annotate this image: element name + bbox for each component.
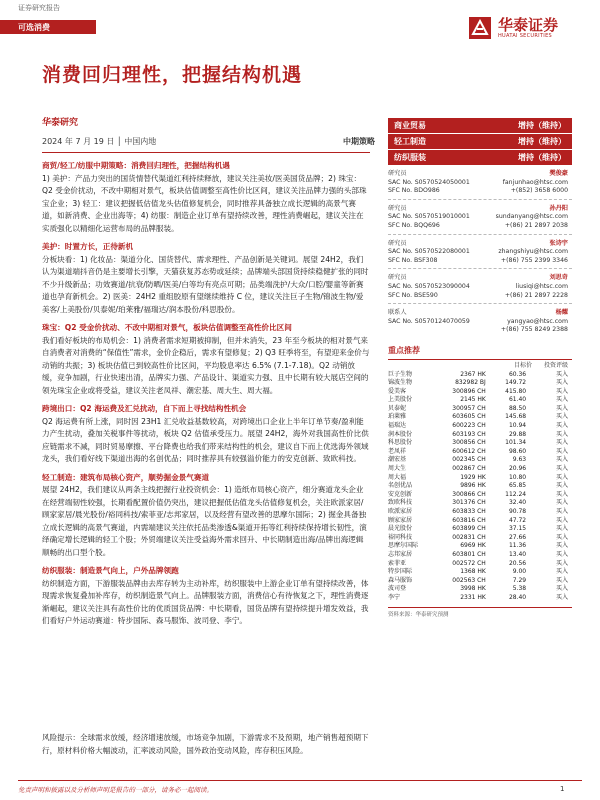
table-source: 资料来源：华泰研究预测 (388, 607, 572, 618)
stock-target-price: 27.66 (508, 533, 527, 541)
stock-target-price: 61.40 (508, 396, 527, 404)
analyst-phone: +(852) 3658 6000 (510, 187, 568, 195)
stock-code: 002345 CH (452, 456, 486, 464)
analyst-email[interactable]: yangyao@htsc.com (507, 317, 568, 325)
stock-target-price: 10.80 (508, 473, 527, 481)
stock-target-price: 415.80 (505, 387, 527, 395)
stock-name: 波司登 (388, 585, 407, 593)
stock-name: 爱美客 (388, 387, 407, 395)
stock-code: 301376 CH (452, 499, 486, 507)
section-heading: 轻工制造：建筑布局核心资产，顺势掘金景气赛道 (42, 472, 210, 482)
stock-code: 300856 CH (452, 439, 486, 447)
stock-rating: 买入 (555, 516, 568, 524)
stock-code: 603605 CH (452, 413, 486, 421)
table-row (388, 594, 568, 603)
table-row (388, 482, 568, 491)
stock-name: 上美股份 (388, 396, 413, 404)
stock-name: 晨光股份 (388, 525, 413, 533)
section-body: Q2 海运费有所上涨，同时因 23H1 汇兑收益基数较高，对跨境出口企业上半年订单节奏/盈利能力产生扰动，叠加关税事件等扰动，板块 Q2 估值承受压力。展望 24H2，海外对我国高性价比供应链需求不减，同时贸易摩擦、平台降费也给我们带来结构性的机会，建议自下而上优选海外领域龙头，我们看好线下渠道出海的名创优品；同时推荐具有较强溢价能力的安克创新、致欧科技。 (42, 416, 369, 463)
section-heading: 商贸/轻工/纺服中期策略：消费回归理性，把握结构机遇 (42, 161, 230, 170)
stock-rating: 买入 (555, 593, 568, 601)
stock-code: 300866 CH (452, 490, 486, 498)
stock-rating: 买入 (555, 568, 568, 576)
table-row (388, 551, 568, 560)
analyst-phone: +(86) 755 2399 3346 (500, 256, 568, 264)
stock-name: 老凤祥 (388, 447, 407, 455)
stock-rating: 买入 (555, 550, 568, 558)
sector-name: 轻工制造 (394, 137, 426, 146)
stock-code: 002572 CH (452, 559, 486, 567)
section-body: 分板块看：1) 化妆品：渠道分化、国货替代、需求理性、产品创新是关键词。展望 24H2，我们认为渠道端抖音仍是主要增长引擎，天猫获复苏态势或延续；品牌端头部国货持续稳健扩张的同时不少升级新品；功效赛道/抗衰/防晒/医美/白等均有亮点可期；品类端洗护/大众/口腔/婴童等新赛道也孕育新机会。2) 医美：24H2 重组胶原有望继续维持 C 位，建议关注巨子生物/锦波生物/爱美客/上美股份/贝泰妮/珀莱雅/福瑞达/润本股份/科思股份。 (42, 254, 369, 314)
divider (388, 199, 572, 200)
recommend-table (388, 362, 568, 603)
table-row (388, 422, 568, 431)
stock-code: 2367 HK (460, 370, 486, 378)
sector-rating: 增持（维持） (518, 153, 566, 162)
stock-rating: 买入 (555, 525, 568, 533)
analyst-card (388, 170, 572, 200)
table-row (388, 405, 568, 414)
analyst-card (388, 309, 572, 335)
huatai-logo-icon (468, 16, 492, 40)
stock-name: 周大生 (388, 465, 407, 473)
analyst-card (388, 240, 572, 270)
section-body: 展望 24H2，我们建议从两条主线把握行业投资机会：1) 造纸布局核心资产，细分赛道龙头企业在经营端韧性较强，长期看配置价值仍突出，建议把握低估值龙头估值修复机会，关注欧派家居/顾家家居/晨光股份/裕同科技/索菲亚/志邦家居，以及经营有望改善的思摩尔国际；2) 掘金具备独立成长逻辑的高景气赛道，内需端建议关注依托品类渗透&渠道开拓等红利持续保持增长韧性，演绎确定增长逻辑的轻工个股；外贸端建议关注受益海外需求回升、中长期制造出海/品牌出海逻辑顺畅的出口型个股。 (42, 485, 367, 557)
stock-name: 贝泰妮 (388, 404, 407, 412)
stock-code: 002831 CH (452, 533, 486, 541)
analyst-name: 刘思奇 (549, 274, 568, 282)
stock-target-price: 9.63 (512, 456, 527, 464)
analyst-role: 研究员 (388, 239, 407, 247)
stock-rating: 买入 (555, 473, 568, 481)
stock-code: 1929 HK (460, 473, 486, 481)
analyst-name: 樊俊豪 (549, 170, 568, 177)
analyst-sfc: SFC No. BSF308 (388, 256, 438, 264)
analyst-email[interactable]: liusiqi@htsc.com (515, 282, 568, 290)
table-row (388, 542, 568, 551)
section-body: 纺织制造方面，下游服装品牌由去库存转为主动补库，纺织服装中上游企业订单有望持续改善，体现需求恢复叠加补库存，纺织制造景气向上。品牌服装方面，消费信心有待恢复之下，理性消费逐渐崛起，建议关注具有高性价比的优质国货品牌：中长期看，国货品牌有望持续提升增发效益，我们看好户外运动赛道：特步国际、森马服饰、波司登、李宁。 (42, 578, 369, 625)
stock-target-price: 9.00 (512, 568, 527, 576)
stock-target-price: 11.36 (508, 542, 527, 550)
stock-code: 600612 CH (452, 447, 486, 455)
stock-name: 科思股份 (388, 439, 413, 447)
stock-name: 索菲亚 (388, 559, 407, 567)
stock-name: 裕同科技 (388, 533, 413, 541)
rating-row (388, 134, 572, 149)
analyst-name: 孙丹阳 (549, 204, 568, 212)
stock-rating: 买入 (555, 542, 568, 550)
table-row (388, 525, 568, 534)
stock-name: 润本股份 (388, 430, 413, 438)
stock-code: 002563 CH (452, 576, 486, 584)
stock-rating: 买入 (555, 465, 568, 473)
stock-target-price: 98.60 (508, 447, 527, 455)
section-heading: 美护：时置方长，正待新机 (42, 242, 134, 251)
table-row (388, 439, 568, 448)
stock-name: 欧派家居 (388, 508, 413, 515)
table-row (388, 465, 568, 474)
stock-name: 森马服饰 (388, 576, 413, 584)
stock-rating: 买入 (555, 559, 568, 567)
brand-name-en: HUATAI SECURITIES (498, 33, 552, 39)
brand-name-cn: 华泰证券 (498, 16, 559, 34)
stock-rating: 买入 (555, 499, 568, 507)
stock-rating: 买入 (555, 430, 568, 438)
table-row (388, 508, 568, 517)
table-row (388, 396, 568, 405)
sector-rating: 增持（维持） (518, 121, 566, 130)
stock-target-price: 149.72 (505, 379, 527, 387)
stock-name: 福瑞达 (388, 422, 407, 430)
analyst-card (388, 274, 572, 304)
analyst-sac: SAC No. S0570519010001 (388, 213, 470, 221)
stock-code: 2145 HK (460, 396, 486, 404)
stock-target-price: 20.96 (508, 465, 527, 473)
table-row (388, 517, 568, 526)
stock-name: 顾家家居 (388, 516, 413, 524)
stock-name: 锦波生物 (388, 379, 413, 387)
table-row (388, 371, 568, 380)
analyst-role: 联系人 (388, 309, 407, 317)
analyst-sac: SAC No. S0570124070059 (388, 317, 470, 325)
stock-name: 周大福 (388, 473, 407, 481)
stock-code: 3998 HK (460, 585, 486, 593)
col-target: 目标价 (514, 361, 533, 369)
stock-target-price: 28.40 (508, 593, 527, 601)
stock-target-price: 10.94 (508, 422, 527, 430)
stock-name: 名创优品 (388, 482, 413, 490)
sidebar (388, 118, 572, 618)
stock-code: 832982 BJ (455, 379, 486, 387)
stock-rating: 买入 (555, 413, 568, 421)
stock-rating: 买入 (555, 456, 568, 464)
stock-code: 603816 CH (452, 516, 486, 524)
stock-target-price: 29.88 (508, 430, 527, 438)
recommend-title: 重点推荐 (388, 345, 572, 360)
stock-target-price: 37.15 (508, 525, 527, 533)
analyst-phone: +(86) 21 2897 2228 (504, 291, 568, 299)
title-divider (42, 152, 370, 153)
analyst-email[interactable]: zhangshiyu@htsc.com (498, 248, 568, 256)
stock-rating: 买入 (555, 422, 568, 430)
section-3 (42, 322, 370, 397)
table-row (388, 388, 568, 397)
stock-target-price: 88.50 (508, 404, 527, 412)
stock-target-price: 90.78 (508, 508, 527, 515)
stock-target-price: 60.36 (508, 370, 527, 378)
stock-code: 300896 CH (452, 387, 486, 395)
analyst-name: 杨耀 (555, 309, 568, 317)
stock-code: 1368 HK (460, 568, 486, 576)
analyst-role: 研究员 (388, 204, 407, 212)
table-row (388, 499, 568, 508)
report-type: 中期策略 (343, 137, 375, 146)
analyst-sac: SAC No. S0570522080001 (388, 248, 470, 256)
stock-target-price: 13.40 (508, 550, 527, 558)
main-content (42, 160, 370, 634)
table-row (388, 585, 568, 594)
stock-rating: 买入 (555, 585, 568, 593)
stock-target-price: 20.56 (508, 559, 527, 567)
stock-code: 603801 CH (452, 550, 486, 558)
analyst-email[interactable]: fanjunhao@htsc.com (502, 178, 568, 186)
section-body: 1) 美护：产品力突出的国货情替代渠道红利持续释放，建议关注美妆/医美国货品牌；2) 珠宝：Q2 受金价扰动，不改中期相对景气，板块估值调整至高性价比区间，建议关注品牌力强的头部珠宝企业；3) 轻工：建议把握低估值龙头估值修复机会，同时推荐具备独立成长逻辑的高景气赛道，如新消费、企业出海等；4) 纺服：制造企业订单有望持续改善，理性消费崛起，建议关注在实质强化以精细化运营布局的品牌服装。 (42, 173, 367, 233)
section-heading: 珠宝：Q2 受金价扰动、不改中期相对景气，板块估值调整至高性价比区间 (42, 323, 292, 332)
risk-warning: 风险提示：全球需求放缓，经济增速放缓，市场竞争加剧，下游需求不及预期，地产销售超预期下行，原材料价格大幅波动，汇率波动风险，国外政治变动风险，库存积压风险。 (42, 733, 369, 755)
divider (388, 303, 572, 304)
stock-name: 巨子生物 (388, 370, 413, 378)
table-header-row (388, 362, 568, 371)
stock-code: 6969 HK (460, 542, 486, 550)
analyst-name: 张诗宇 (549, 239, 568, 247)
stock-code: 600223 CH (452, 422, 486, 430)
stock-target-price: 112.24 (505, 490, 527, 498)
stock-code: 2331 HK (460, 593, 486, 601)
analyst-phone: +(86) 755 8249 2388 (500, 326, 568, 334)
table-row (388, 413, 568, 422)
stock-name: 致欧科技 (388, 499, 413, 507)
document-type: 证券研究报告 (18, 4, 60, 12)
analyst-card (388, 205, 572, 235)
stock-rating: 买入 (555, 404, 568, 412)
category-tag: 可选消费 (18, 23, 50, 32)
table-row (388, 568, 568, 577)
stock-target-price: 65.85 (508, 482, 527, 490)
stock-code: 603833 CH (452, 508, 486, 515)
section-body: 我们看好板块的布局机会：1) 消费者需求短期被抑制，但并未消失，23 年至今板块的相对景气来自消费者对消费的“保值性”需求，金价企稳后，需求有望修复；2) Q3 旺季将至，有望迎来金价与动销的共振；3) 板块估值已到较高性价比区间，平均股息率达 6.5% (7.1-7.18)。Q2 动销放缓，竞争加剧，行业快速出清，品牌实力强、产品设计、渠道实力强、且中长期有较大展店空间的领先珠宝企业或将受益，建议关注老凤祥、潮宏基、周大生、周大福。 (42, 335, 370, 395)
divider (388, 234, 572, 235)
table-row (388, 577, 568, 586)
stock-name: 潮宏基 (388, 456, 407, 464)
rating-row (388, 150, 572, 165)
table-row (388, 491, 568, 500)
stock-code: 603193 CH (452, 430, 486, 438)
footer-disclaimer: 免责声明和披露以及分析师声明是报告的一部分，请务必一起阅读。 (18, 786, 213, 794)
sector-name: 商业贸易 (394, 121, 426, 130)
sector-name: 纺织服装 (394, 153, 426, 162)
stock-rating: 买入 (555, 379, 568, 387)
stock-rating: 买入 (555, 576, 568, 584)
page-number: 1 (560, 785, 565, 793)
stock-code: 300957 CH (452, 404, 486, 412)
stock-rating: 买入 (555, 508, 568, 515)
stock-code: 9896 HK (460, 482, 486, 490)
analyst-sfc: SFC No. BQQ696 (388, 221, 440, 229)
analyst-email[interactable]: sundanyang@htsc.com (495, 213, 568, 221)
stock-name: 李宁 (388, 593, 401, 601)
stock-target-price: 7.29 (512, 576, 527, 584)
section-5 (42, 472, 370, 560)
section-2 (42, 241, 370, 316)
analyst-sfc: SFC No. BSE590 (388, 291, 438, 299)
stock-target-price: 101.34 (505, 439, 527, 447)
analyst-role: 研究员 (388, 274, 407, 282)
stock-name: 思摩尔国际 (388, 542, 419, 550)
section-6 (42, 565, 370, 628)
section-1 (42, 160, 370, 235)
section-heading: 跨境出口：Q2 海运费及汇兑扰动，自下而上寻找结构性机会 (42, 404, 247, 413)
stock-rating: 买入 (555, 447, 568, 455)
stock-code: 603899 CH (452, 525, 486, 533)
stock-rating: 买入 (555, 439, 568, 447)
stock-name: 特步国际 (388, 568, 413, 576)
stock-code: 002867 CH (452, 465, 486, 473)
col-rating: 投资评级 (543, 361, 568, 369)
table-row (388, 456, 568, 465)
analyst-phone: +(86) 21 2897 2038 (504, 221, 568, 229)
table-row (388, 560, 568, 569)
stock-rating: 买入 (555, 387, 568, 395)
report-title: 消费回归理性，把握结构机遇 (42, 64, 303, 86)
stock-target-price: 145.68 (505, 413, 527, 421)
research-label: 华泰研究 (42, 118, 79, 128)
section-heading: 纺织服装：制造景气向上，户外品牌领跑 (42, 566, 179, 575)
table-row (388, 474, 568, 483)
rating-row (388, 118, 572, 133)
analyst-sac: SAC No. S0570523090004 (388, 282, 470, 290)
table-row (388, 431, 568, 440)
stock-target-price: 32.40 (508, 499, 527, 507)
table-row (388, 379, 568, 388)
stock-rating: 买入 (555, 482, 568, 490)
footer-divider (18, 780, 582, 781)
analyst-role: 研究员 (388, 170, 407, 177)
section-4 (42, 403, 370, 466)
analyst-sac: SAC No. S0570524050001 (388, 178, 470, 186)
report-date: 2024 年 7 月 19 日 │ 中国内地 (42, 137, 157, 146)
analyst-sfc: SFC No. BDO986 (388, 187, 440, 195)
stock-rating: 买入 (555, 533, 568, 541)
sector-rating: 增持（维持） (518, 137, 566, 146)
stock-target-price: 5.38 (512, 585, 527, 593)
stock-rating: 买入 (555, 370, 568, 378)
stock-name: 安克创新 (388, 490, 413, 498)
table-row (388, 448, 568, 457)
divider (388, 268, 572, 269)
stock-rating: 买入 (555, 490, 568, 498)
stock-name: 志邦家居 (388, 550, 413, 558)
stock-target-price: 47.72 (508, 516, 527, 524)
stock-name: 珀莱雅 (388, 413, 407, 421)
stock-rating: 买入 (555, 396, 568, 404)
